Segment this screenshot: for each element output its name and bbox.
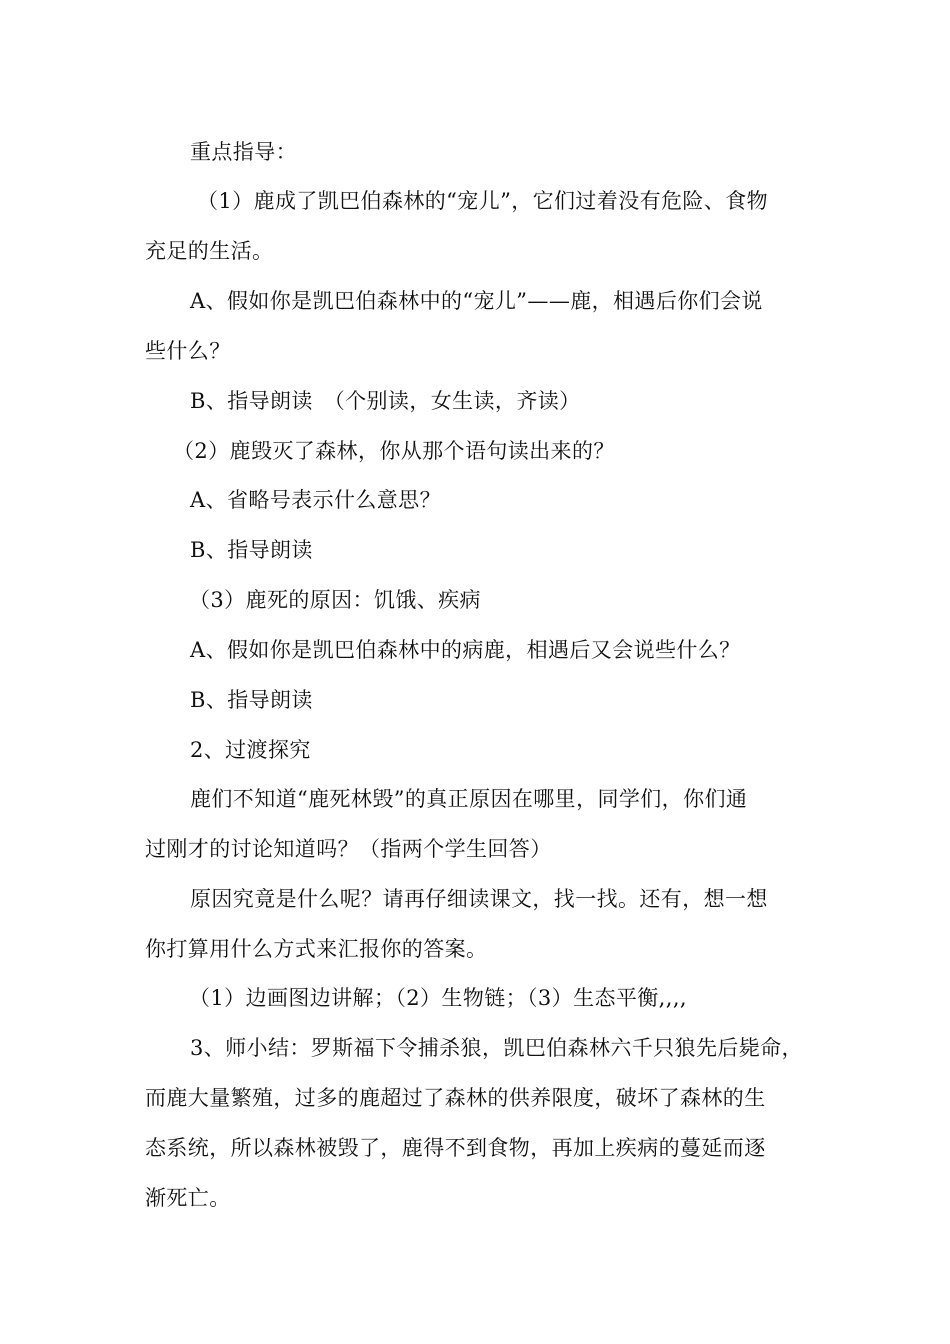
paragraph-line: 渐死亡。 [145,1186,231,1210]
paragraph-line: A、假如你是凯巴伯森林中的病鹿，相遇后又会说些什么？ [190,638,741,662]
paragraph-line: 些什么？ [145,339,231,363]
section-heading: 重点指导： [190,140,297,164]
paragraph-line: B、指导朗读 [190,688,313,712]
paragraph-line: 充足的生活。 [145,239,274,263]
section-heading: 3、师小结：罗斯福下令捕杀狼，凯巴伯森林六千只狼先后毙命， [190,1036,803,1060]
paragraph-line: 过刚才的讨论知道吗？（指两个学生回答） [145,837,552,861]
paragraph-line: A、省略号表示什么意思？ [190,488,441,512]
paragraph-line: 你打算用什么方式来汇报你的答案。 [145,937,488,961]
paragraph-line: 鹿们不知道“鹿死林毁”的真正原因在哪里，同学们，你们通 [190,787,748,811]
paragraph-line: （3）鹿死的原因：饥饿、疾病 [189,588,481,612]
paragraph-line: 原因究竟是什么呢？请再仔细读课文，找一找。还有，想一想 [190,887,768,911]
paragraph-line: B、指导朗读 [190,538,313,562]
paragraph-line: （1）鹿成了凯巴伯森林的“宠儿”，它们过着没有危险、食物 [197,189,769,213]
paragraph-line: 而鹿大量繁殖，过多的鹿超过了森林的供养限度，破坏了森林的生 [145,1086,766,1110]
paragraph-line: （1）边画图边讲解；（2）生物链；（3）生态平衡,,,, [189,986,687,1010]
section-heading: 2、过渡探究 [190,738,311,762]
paragraph-line: 态系统，所以森林被毁了，鹿得不到食物，再加上疾病的蔓延而逐 [145,1136,766,1160]
paragraph-line: A、假如你是凯巴伯森林中的“宠儿”——鹿，相遇后你们会说 [190,289,763,313]
paragraph-line: （2）鹿毁灭了森林，你从那个语句读出来的？ [173,439,615,463]
paragraph-line: B、指导朗读 （个别读，女生读，齐读） [190,389,581,413]
